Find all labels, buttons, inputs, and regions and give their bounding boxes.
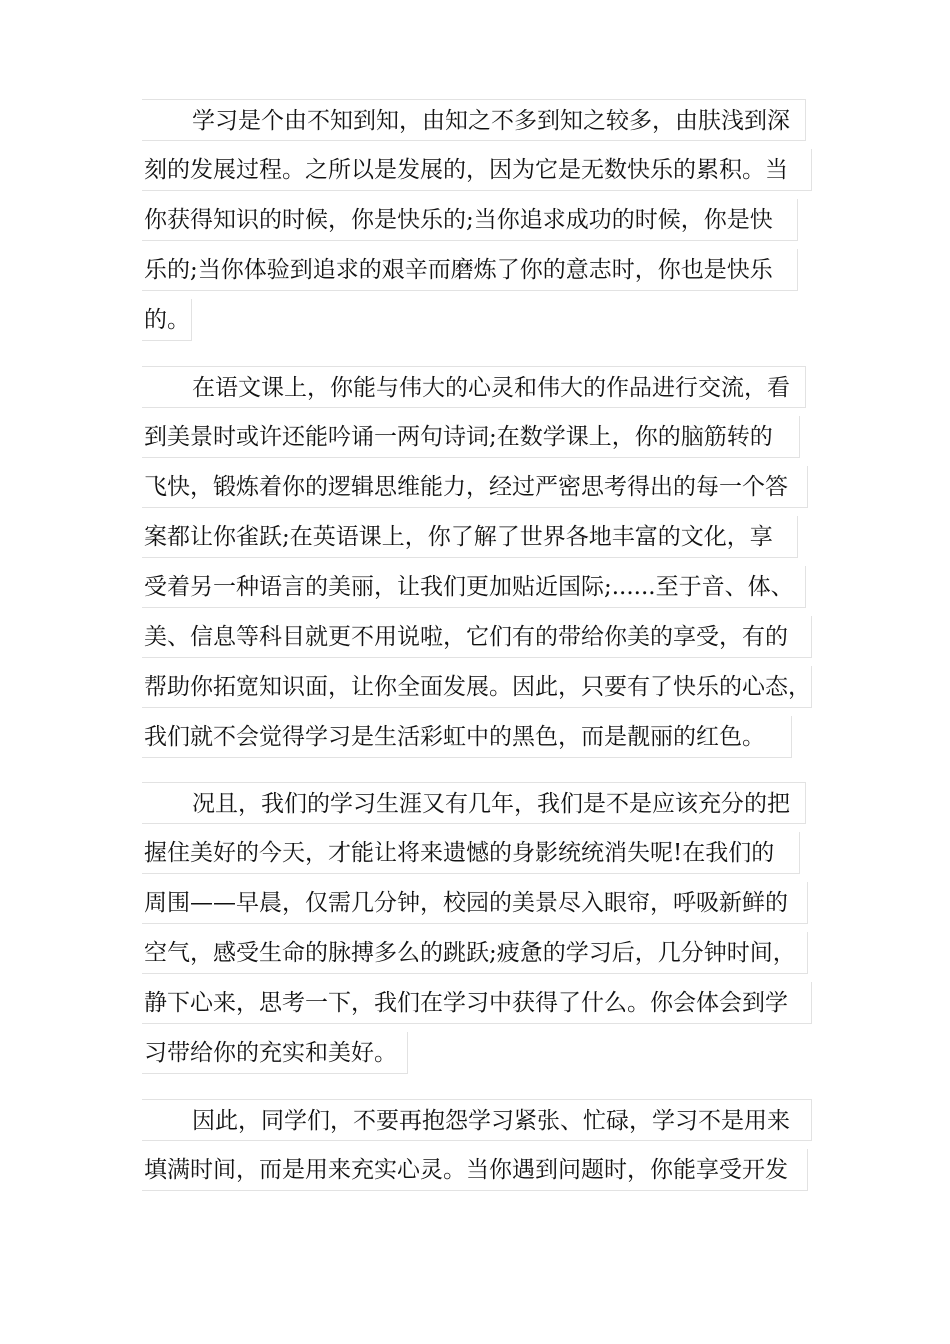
paragraph-line: 空气，感受生命的脉搏多么的跳跃;疲惫的学习后，几分钟时间，	[142, 932, 808, 974]
paragraph-line: 帮助你拓宽知识面，让你全面发展。因此，只要有了快乐的心态，	[142, 666, 812, 708]
paragraph-line: 静下心来，思考一下，我们在学习中获得了什么。你会体会到学	[142, 982, 812, 1024]
paragraph-line: 飞快，锻炼着你的逻辑思维能力，经过严密思考得出的每一个答	[142, 466, 808, 508]
paragraph-line: 你获得知识的时候，你是快乐的;当你追求成功的时候，你是快	[142, 199, 798, 241]
paragraph-line: 受着另一种语言的美丽，让我们更加贴近国际;......至于音、体、	[142, 566, 806, 608]
paragraph-line: 美、信息等科目就更不用说啦，它们有的带给你美的享受，有的	[142, 616, 812, 658]
paragraph-line: 的。	[142, 299, 192, 341]
paragraph-line: 在语文课上，你能与伟大的心灵和伟大的作品进行交流，看	[142, 366, 806, 408]
paragraph-line: 周围——早晨，仅需几分钟，校园的美景尽入眼帘，呼吸新鲜的	[142, 882, 808, 924]
paragraph-line: 因此，同学们，不要再抱怨学习紧张、忙碌，学习不是用来	[142, 1099, 812, 1141]
paragraph-line: 乐的;当你体验到追求的艰辛而磨炼了你的意志时，你也是快乐	[142, 249, 798, 291]
paragraph-line: 刻的发展过程。之所以是发展的，因为它是无数快乐的累积。当	[142, 149, 812, 191]
paragraph-line: 填满时间，而是用来充实心灵。当你遇到问题时，你能享受开发	[142, 1149, 808, 1191]
paragraph-line: 况且，我们的学习生涯又有几年，我们是不是应该充分的把	[142, 782, 806, 824]
paragraph-line: 握住美好的今天，才能让将来遗憾的身影统统消失呢!在我们的	[142, 832, 800, 874]
paragraph-line: 案都让你雀跃;在英语课上，你了解了世界各地丰富的文化，享	[142, 516, 798, 558]
paragraph-line: 习带给你的充实和美好。	[142, 1032, 408, 1074]
paragraph-line: 到美景时或许还能吟诵一两句诗词;在数学课上，你的脑筋转的	[142, 416, 800, 458]
paragraph-line: 我们就不会觉得学习是生活彩虹中的黑色，而是靓丽的红色。	[142, 716, 792, 758]
paragraph-line: 学习是个由不知到知，由知之不多到知之较多，由肤浅到深	[142, 99, 806, 141]
